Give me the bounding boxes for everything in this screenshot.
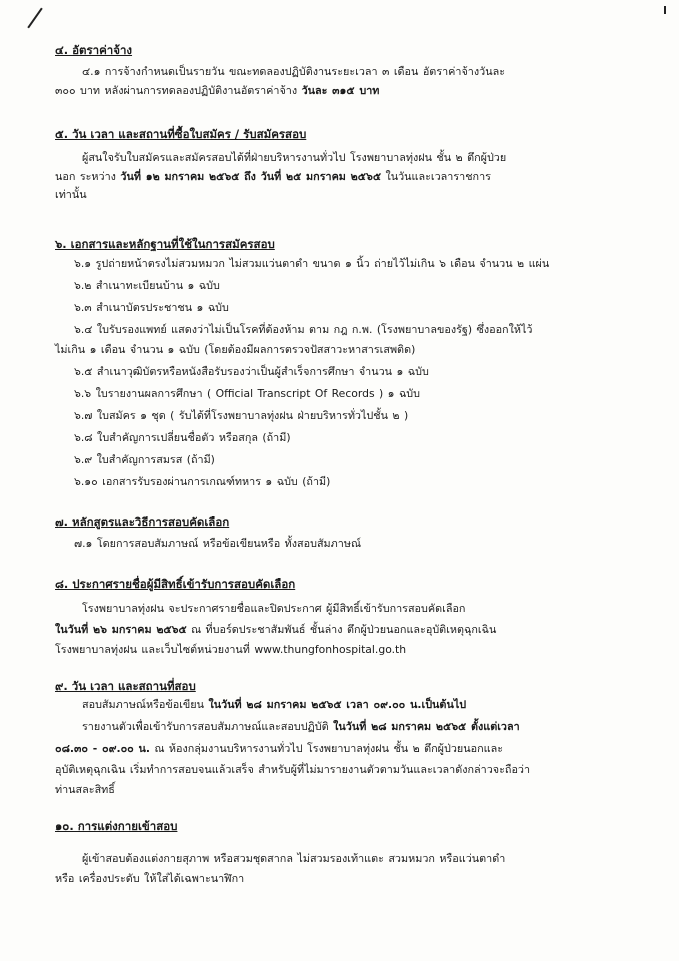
section-4-daily-rate: วันละ ๓๑๕ บาท — [301, 84, 380, 97]
section-6-item-2: ๖.๒ สำเนาทะเบียนบ้าน ๑ ฉบับ — [74, 279, 220, 292]
section-5-line-2-c: ในวันและเวลาราชการ — [385, 170, 491, 183]
section-8-line-2 — [55, 622, 496, 638]
section-8-line-1: โรงพยาบาลทุ่งฝน จะประกาศรายชื่อและปิดประกาศ ผู้มีสิทธิ์เข้ารับการสอบคัดเลือก — [82, 602, 466, 615]
scan-mark-top-left — [27, 8, 42, 29]
section-7-line-1: ๗.๑ โดยการสอบสัมภาษณ์ หรือข้อเขียนหรือ ทั้งสอบสัมภาษณ์ — [74, 537, 361, 550]
section-9-line-3 — [55, 741, 503, 757]
section-9-line-2 — [82, 719, 520, 735]
section-6-title: ๖. เอกสารและหลักฐานที่ใช้ในการสมัครสอบ — [55, 237, 275, 251]
section-5-line-3: เท่านั้น — [55, 188, 87, 201]
section-9-line-2-a: รายงานตัวเพื่อเข้ารับการสอบสัมภาษณ์และสอบปฏิบัติ — [82, 720, 329, 733]
section-9-line-5: ท่านสละสิทธิ์ — [55, 783, 115, 796]
section-9-report-time: ๐๘.๓๐ - ๐๙.๐๐ น. — [55, 742, 151, 755]
section-5-application-dates: วันที่ ๑๒ มกราคม ๒๕๖๕ ถึง วันที่ ๒๕ มกราคม ๒๕๖๕ — [120, 170, 381, 183]
section-9-report-date: ในวันที่ ๒๘ มกราคม ๒๕๖๕ ตั้งแต่เวลา — [333, 720, 520, 733]
section-6-item-4: ๖.๔ ใบรับรองแพทย์ แสดงว่าไม่เป็นโรคที่ต้องห้าม ตาม กฎ ก.พ. (โรงพยาบาลของรัฐ) ซึ่งออกให้ไว้ — [74, 323, 533, 336]
section-8-line-3: โรงพยาบาลทุ่งฝน และเว็บไซต์หน่วยงานที่ www.thungfonhospital.go.th — [55, 643, 407, 656]
section-9-line-1-a: สอบสัมภาษณ์หรือข้อเขียน — [82, 698, 204, 711]
section-5-line-2-a: นอก ระหว่าง — [55, 170, 116, 183]
section-8-announce-date: ในวันที่ ๒๖ มกราคม ๒๕๖๕ — [55, 623, 187, 636]
section-4-line-1: ๔.๑ การจ้างกำหนดเป็นรายวัน ขณะทดลองปฏิบัติงานระยะเวลา ๓ เดือน อัตราค่าจ้างวันละ — [82, 65, 505, 78]
section-7-title: ๗. หลักสูตรและวิธีการสอบคัดเลือก — [55, 515, 230, 529]
section-8-title: ๘. ประกาศรายชื่อผู้มีสิทธิ์เข้ารับการสอบคัดเลือก — [55, 577, 296, 591]
section-8-line-2-b: ณ ที่บอร์ดประชาสัมพันธ์ ชั้นล่าง ตึกผู้ป่วยนอกและอุบัติเหตุฉุกเฉิน — [191, 623, 497, 636]
section-5-title: ๕. วัน เวลา และสถานที่ซื้อใบสมัคร / รับสมัครสอบ — [55, 127, 307, 141]
section-6-item-10: ๖.๑๐ เอกสารรับรองผ่านการเกณฑ์ทหาร ๑ ฉบับ (ถ้ามี) — [74, 475, 331, 488]
section-10-title: ๑๐. การแต่งกายเข้าสอบ — [55, 819, 178, 833]
section-9-exam-date: ในวันที่ ๒๘ มกราคม ๒๕๖๕ เวลา ๐๙.๐๐ น.เป็นต้นไป — [208, 698, 467, 711]
section-9-line-3-b: ณ ห้องกลุ่มงานบริหารงานทั่วไป โรงพยาบาลทุ่งฝน ชั้น ๒ ตึกผู้ป่วยนอกและ — [154, 742, 504, 755]
section-4-line-2 — [55, 83, 379, 99]
section-4-line-2-text: ๓๐๐ บาท หลังผ่านการทดลองปฏิบัติงานอัตราค่าจ้าง — [55, 84, 298, 97]
section-9-line-1 — [82, 697, 466, 713]
section-5-line-2 — [55, 169, 491, 185]
section-10-line-2: หรือ เครื่องประดับ ให้ใส่ได้เฉพาะนาฬิกา — [55, 872, 245, 885]
section-6-item-6: ๖.๖ ใบรายงานผลการศึกษา ( Official Transcript Of Records ) ๑ ฉบับ — [74, 387, 421, 400]
section-5-line-1: ผู้สนใจรับใบสมัครและสมัครสอบได้ที่ฝ่ายบริหารงานทั่วไป โรงพยาบาลทุ่งฝน ชั้น ๒ ตึกผู้ป่วย — [82, 151, 507, 164]
section-6-item-3: ๖.๓ สำเนาบัตรประชาชน ๑ ฉบับ — [74, 301, 229, 314]
section-4-title: ๔. อัตราค่าจ้าง — [55, 43, 133, 57]
section-6-item-8: ๖.๘ ใบสำคัญการเปลี่ยนชื่อตัว หรือสกุล (ถ้ามี) — [74, 431, 291, 444]
section-6-item-4-cont: ไม่เกิน ๑ เดือน จำนวน ๑ ฉบับ (โดยต้องมีผลการตรวจปัสสาวะหาสารเสพติด) — [55, 343, 416, 356]
section-6-item-1: ๖.๑ รูปถ่ายหน้าตรงไม่สวมหมวก ไม่สวมแว่นตาดำ ขนาด ๑ นิ้ว ถ่ายไว้ไม่เกิน ๖ เดือน จำนวน ๒ แผ่น — [74, 257, 550, 270]
section-9-title: ๙. วัน เวลา และสถานที่สอบ — [55, 679, 196, 693]
section-10-line-1: ผู้เข้าสอบต้องแต่งกายสุภาพ หรือสวมชุดสากล ไม่สวมรองเท้าแตะ สวมหมวก หรือแว่นตาดำ — [82, 852, 506, 865]
section-6-item-5: ๖.๕ สำเนาวุฒิบัตรหรือหนังสือรับรองว่าเป็นผู้สำเร็จการศึกษา จำนวน ๑ ฉบับ — [74, 365, 429, 378]
section-6-item-9: ๖.๙ ใบสำคัญการสมรส (ถ้ามี) — [74, 453, 215, 466]
scan-mark-top-right — [664, 6, 666, 14]
section-9-line-4: อุบัติเหตุฉุกเฉิน เริ่มทำการสอบจนแล้วเสร็จ สำหรับผู้ที่ไม่มารายงานตัวตามวันและเวลาดังกล่าวจะถือว่า — [55, 763, 531, 776]
section-6-item-7: ๖.๗ ใบสมัคร ๑ ชุด ( รับได้ที่โรงพยาบาลทุ่งฝน ฝ่ายบริหารทั่วไปชั้น ๒ ) — [74, 409, 409, 422]
